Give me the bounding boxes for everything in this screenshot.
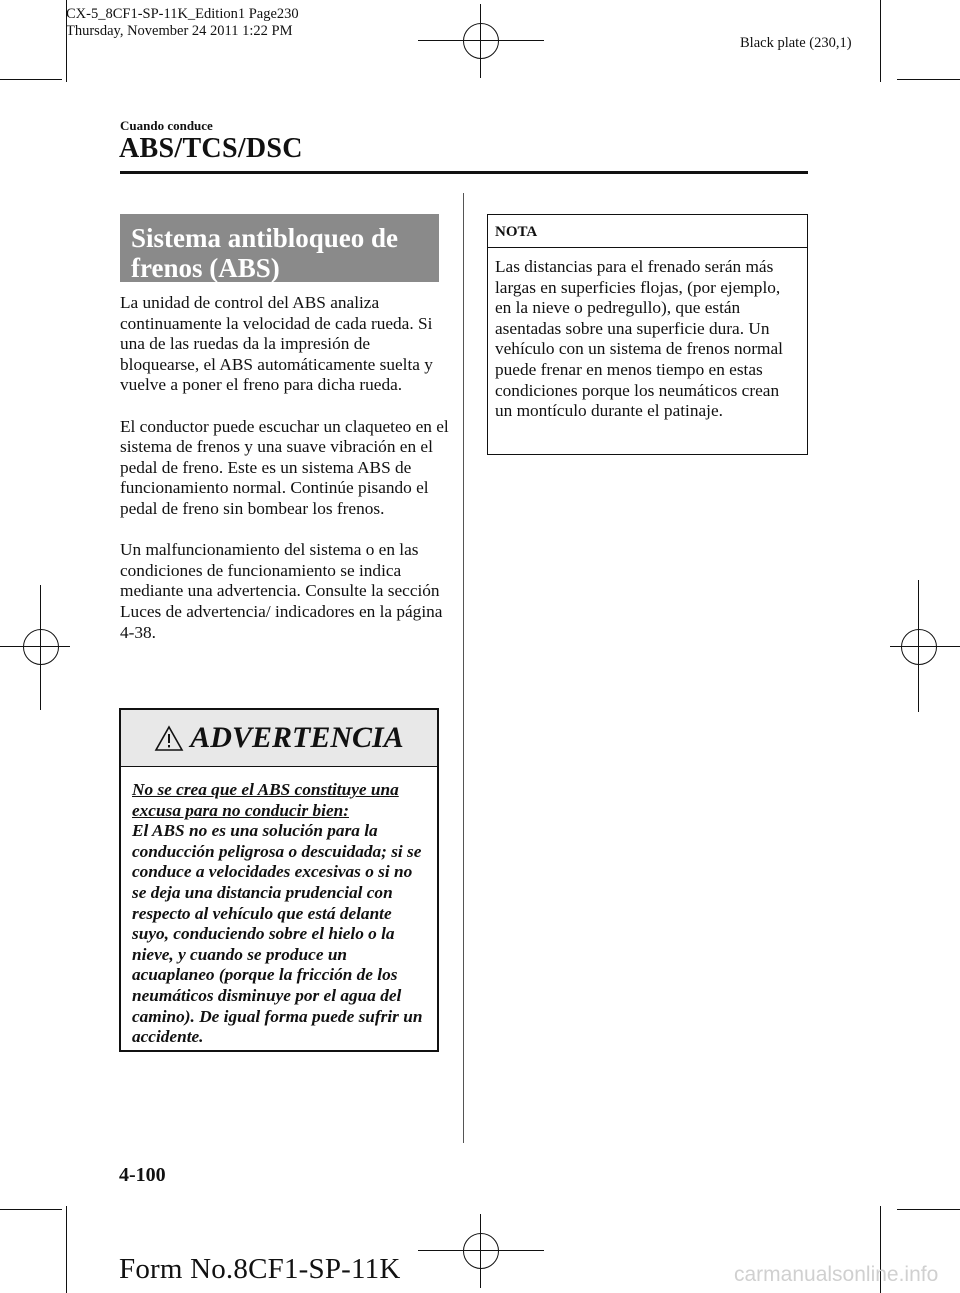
form-number: Form No.8CF1-SP-11K <box>119 1253 401 1285</box>
abs-paragraph-3: Un malfuncionamiento del sistema o en las condiciones de funcionamiento se indica mediante una advertencia. Consulte la sección Luces de advertencia/ indicadores en la página 4-38. <box>120 540 443 642</box>
page-title: ABS/TCS/DSC <box>119 133 303 164</box>
watermark: carmanualsonline.info <box>734 1263 939 1286</box>
print-file-line: CX-5_8CF1-SP-11K_Edition1 Page230 <box>66 6 299 22</box>
abs-heading-line1: Sistema antibloqueo de <box>131 223 399 253</box>
note-body: Las distancias para el frenado serán más largas en superficies flojas, (por ejemplo, en la nieve o pedregullo), que están asentadas sobre una superficie dura. Un vehículo con un sistema de frenos normal puede frenar en menos tiempo en estas condiciones porque los neumáticos crean un montículo durante el patinaje. <box>495 257 783 421</box>
warning-triangle-icon <box>154 725 184 752</box>
warning-lead: No se crea que el ABS constituye una excusa para no conducir bien: <box>132 780 399 820</box>
abs-body <box>120 293 450 664</box>
warning-body <box>121 767 437 1048</box>
warning-title: ADVERTENCIA <box>190 721 404 754</box>
abs-heading-line2: frenos (ABS) <box>131 253 280 283</box>
warning-header <box>121 710 437 767</box>
warning-text: El ABS no es una solución para la conducción peligrosa o descuidada; si se conduce a velocidades excesivas o si no se deja una distancia prudencial con respecto al vehículo que está delante suyo, conduciendo sobre el hielo o la nieve, y cuando se produce un acuaplaneo (porque la fricción de los neumáticos disminuye por el agua del camino). De igual forma puede sufrir un accidente. <box>132 821 423 1047</box>
header-rule <box>120 171 808 174</box>
print-meta <box>66 6 299 40</box>
page-number: 4-100 <box>119 1164 166 1186</box>
warning-box <box>119 708 439 1052</box>
column-divider <box>463 193 464 1143</box>
abs-paragraph-2: El conductor puede escuchar un claqueteo en el sistema de frenos y una suave vibración en el pedal de freno. Este es un sistema ABS de funcionamiento normal. Continúe pisando el pedal de freno sin bombear los frenos. <box>120 416 449 518</box>
plate-label: Black plate (230,1) <box>740 35 852 51</box>
note-title: NOTA <box>488 215 807 248</box>
note-box <box>487 214 808 455</box>
print-date-line: Thursday, November 24 2011 1:22 PM <box>66 23 293 39</box>
abs-heading <box>120 214 439 282</box>
abs-paragraph-1: La unidad de control del ABS analiza continuamente la velocidad de cada rueda. Si una de las ruedas da la impresión de bloquearse, el ABS automáticamente suelta y vuelve a poner el freno para dicha rueda. <box>120 293 433 395</box>
section-label: Cuando conduce <box>120 118 213 133</box>
